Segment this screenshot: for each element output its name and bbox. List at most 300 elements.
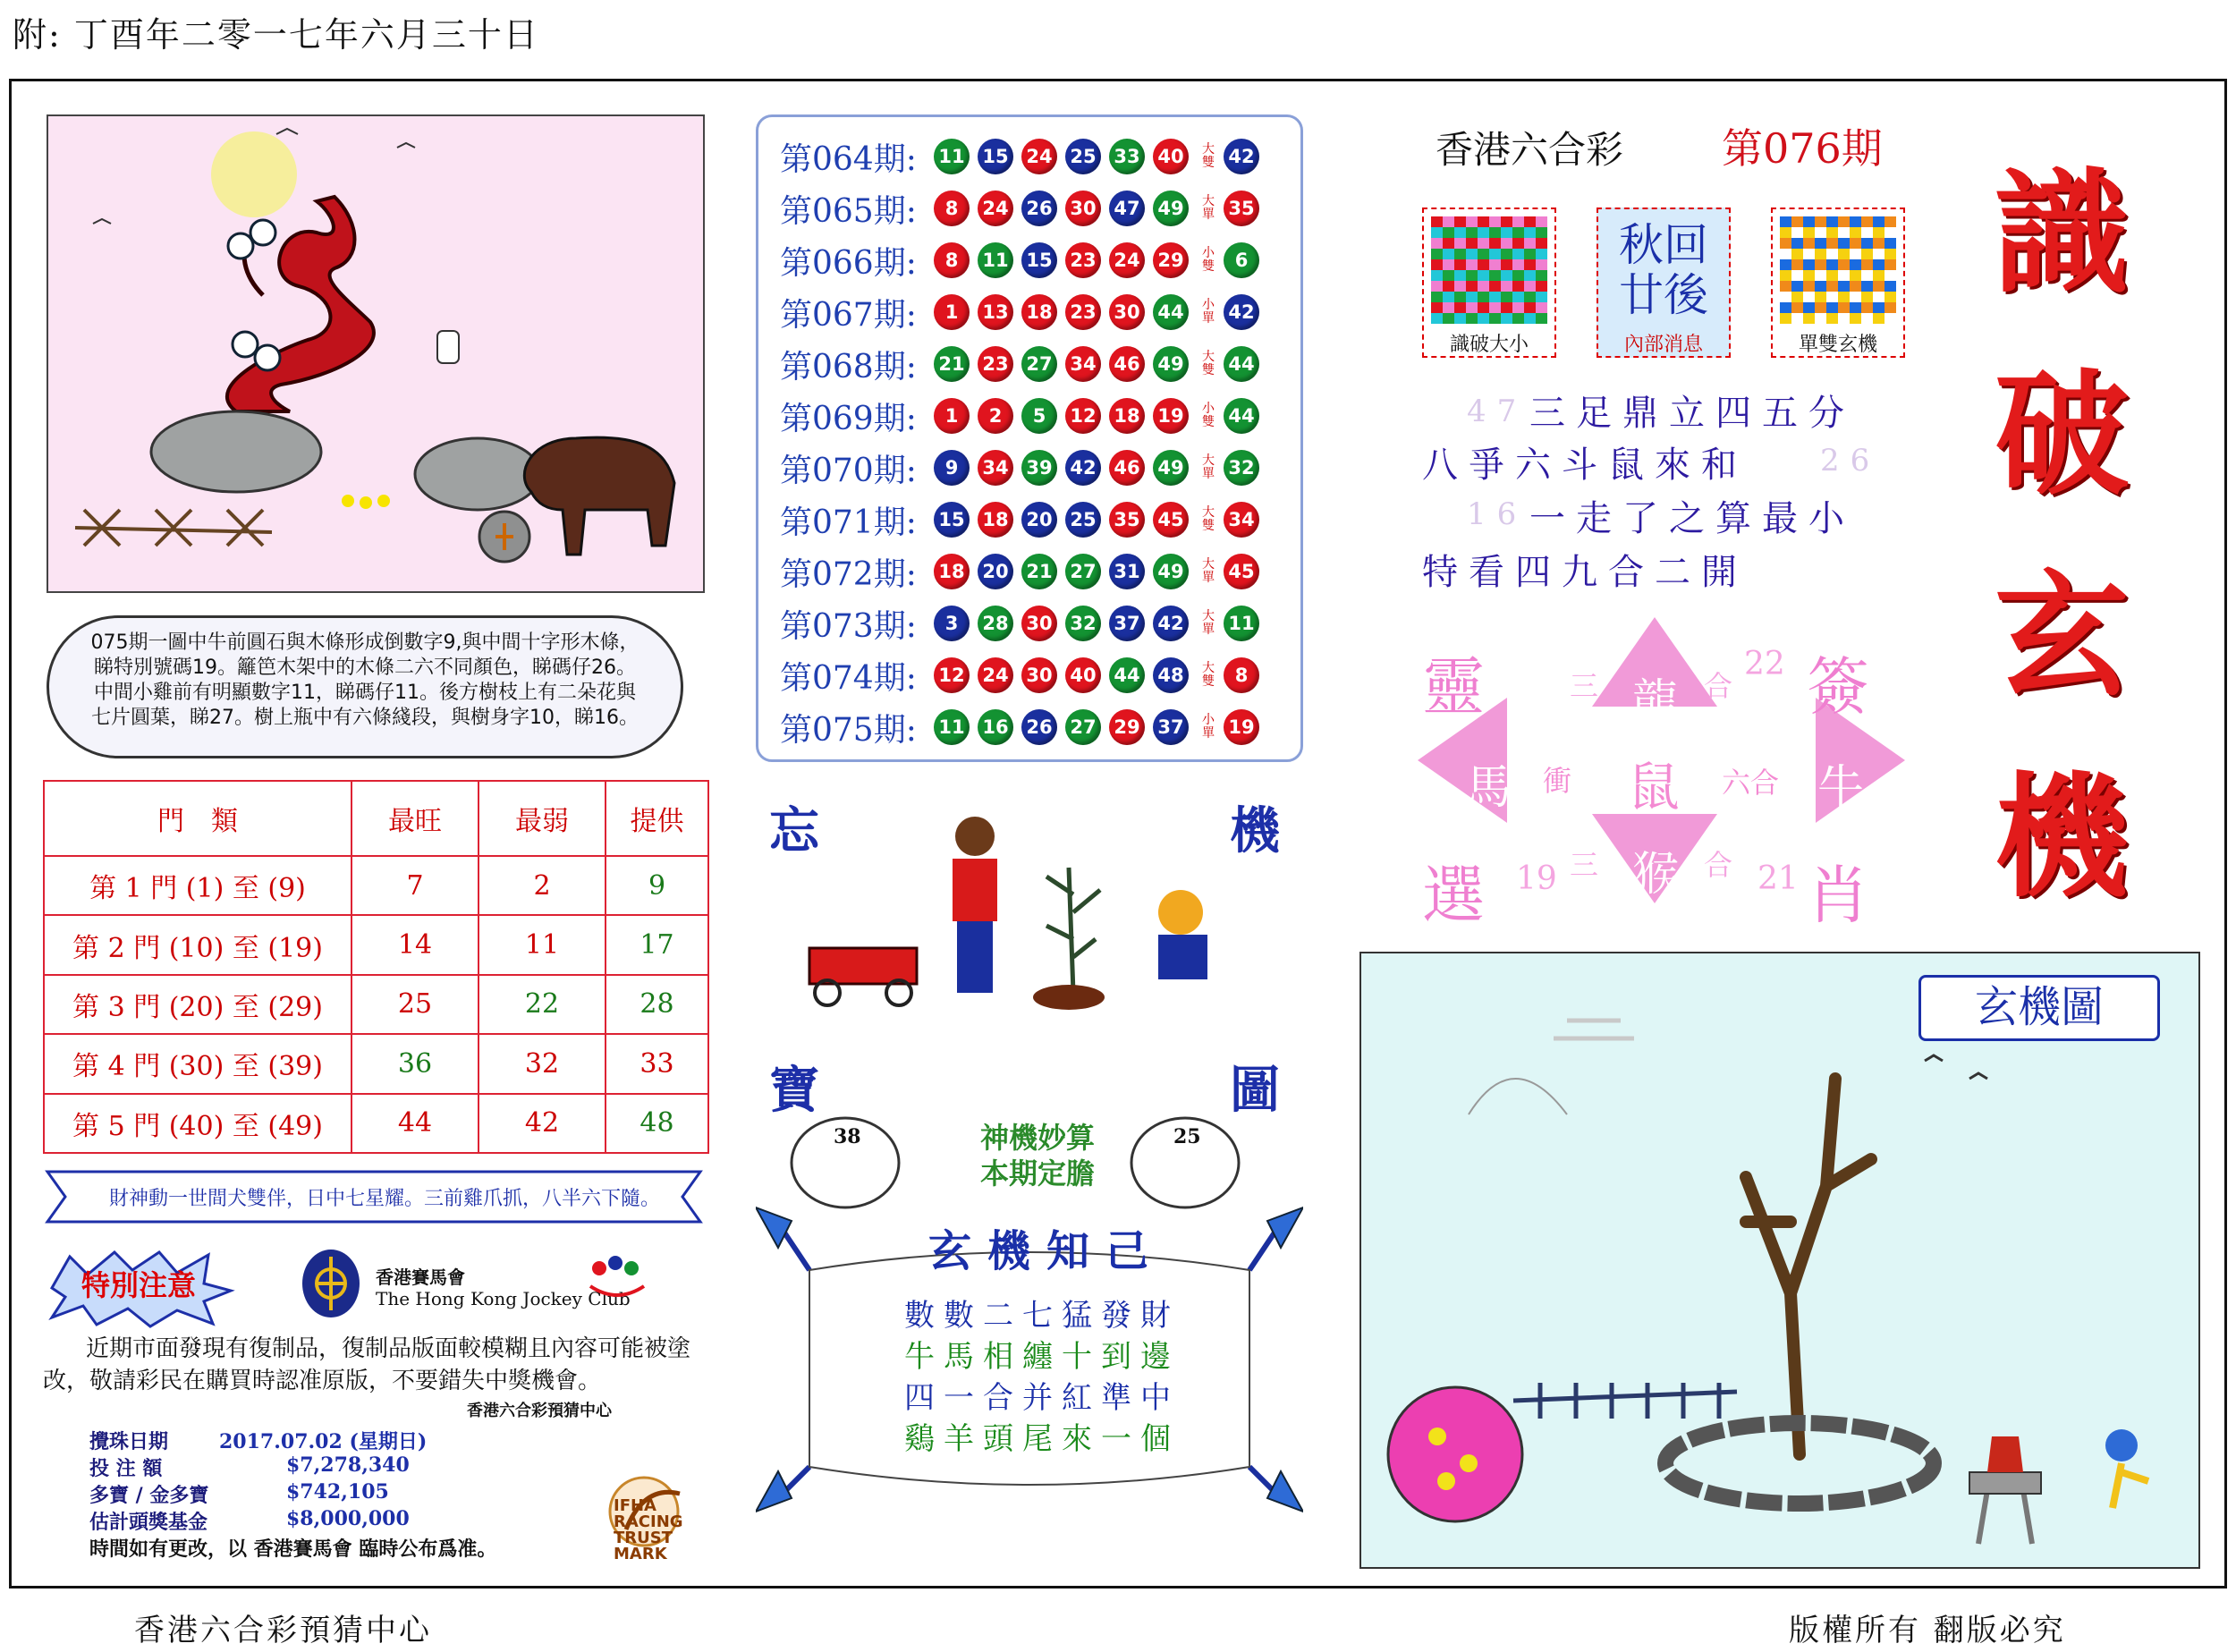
number-ball: 33 [1109,139,1145,174]
number-ball: 18 [934,554,970,589]
number-ball: 2 [978,398,1013,434]
mosaic-cell [1478,259,1489,270]
mosaic-cell [1838,281,1850,292]
mosaic-cell [1826,292,1838,302]
number-ball: 20 [978,554,1013,589]
mosaic-cell [1466,227,1478,238]
door-name: 第 2 門 (10) 至 (19) [44,915,351,974]
mosaic-cell [1791,302,1803,313]
number-ball: 9 [934,450,970,486]
mosaic-cell [1536,270,1547,281]
door-table [43,780,709,1154]
mosaic-cell [1501,238,1512,249]
mosaic-cell [1861,292,1873,302]
mosaic-cell [1803,302,1815,313]
mosaic-cell [1536,302,1547,313]
kid-icon [2105,1429,2138,1461]
mosaic-cell [1838,302,1850,313]
draw-label: 第067期: [780,296,917,334]
number-ball: 11 [934,709,970,745]
mosaic-cell [1501,281,1512,292]
number-ball: 5 [1021,398,1057,434]
mosaic-cell [1861,281,1873,292]
poem-title: 玄機知己 [927,1226,1165,1276]
number-ball: 44 [1109,657,1145,693]
mosaic-cell [1885,227,1896,238]
door-give: 28 [606,975,708,1034]
mosaic-cell [1791,227,1803,238]
size-parity-label: 大單 [1202,453,1215,481]
special-ball: 35 [1224,191,1259,226]
scene-label: 玄機圖 [1918,975,2160,1041]
mosaic-cell [1489,249,1501,259]
mosaic-cell [1850,216,1861,227]
door-give: 48 [606,1094,708,1153]
mosaic-cell [1501,216,1512,227]
tree-pig-illustration [1361,953,2200,1569]
jackpot-label: 多寶 / 金多寶 [89,1485,209,1507]
mosaic-cell [1780,270,1791,281]
number-ball: 13 [978,294,1013,330]
draw-label: 第075期: [780,711,917,749]
number-ball: 39 [1021,450,1057,486]
number-ball: 25 [1065,139,1101,174]
door-name: 第 4 門 (30) 至 (39) [44,1034,351,1093]
number-ball: 24 [1021,139,1057,174]
mosaic-cell [1466,216,1478,227]
mosaic-cell [1815,281,1826,292]
draw-label: 第074期: [780,659,917,697]
mosaic-cell [1466,259,1478,270]
mosaic-label-1: 識破大小 [1449,334,1529,356]
mosaic-cell [1780,216,1791,227]
mosaic-cell [1443,313,1454,324]
poem-line-2: 牛馬相纏十到邊 [904,1339,1180,1375]
number-ball: 31 [1109,554,1145,589]
mosaic-cell [1826,281,1838,292]
mountain-outline [1469,1079,1567,1114]
number-ball: 12 [934,657,970,693]
number-ball: 18 [1109,398,1145,434]
mosaic-cell [1885,302,1896,313]
notice-source: 香港六合彩預猜中心 [467,1402,612,1420]
mosaic-cell [1454,216,1466,227]
big-title [1995,134,2173,939]
mosaic-cell [1850,238,1861,249]
mosaic-cell [1489,238,1501,249]
bull-icon [524,437,674,555]
mosaic-cell [1536,292,1547,302]
mosaic-cell [1501,249,1512,259]
number-ball: 48 [1153,657,1189,693]
number-ball: 49 [1153,346,1189,382]
mosaic-cell [1838,227,1850,238]
mosaic-cell [1885,281,1896,292]
mosaic-box-3 [1771,208,1905,358]
mosaic-cell [1489,259,1501,270]
mosaic-cell [1536,216,1547,227]
mosaic-cell [1443,270,1454,281]
compute-line-1: 神機妙算 [979,1121,1095,1155]
mosaic-cell [1850,259,1861,270]
table-row [44,975,708,1034]
mosaic-cell [1815,249,1826,259]
mosaic-cell [1861,216,1873,227]
mosaic-cell [1431,292,1443,302]
special-ball: 42 [1224,294,1259,330]
mosaic-cell [1873,302,1885,313]
draw-row [780,650,1267,700]
rock-right [415,438,540,510]
special-ball: 44 [1224,398,1259,434]
mosaic-cell [1873,249,1885,259]
size-parity-label: 小雙 [1202,402,1215,429]
special-ball: 11 [1224,606,1259,641]
mosaic-cell [1780,302,1791,313]
number-ball: 8 [934,191,970,226]
mosaic-cell [1454,238,1466,249]
header-date: 附: 丁酉年二零一七年六月三十日 [13,15,539,55]
mosaic-cell [1443,249,1454,259]
mosaic-cell [1885,216,1896,227]
compass-up: 龍 [1632,675,1680,729]
number-ball: 18 [1021,294,1057,330]
incense-burner-icon [1987,1436,2023,1472]
corner-char-4: 圖 [1230,1062,1280,1120]
size-parity-label: 小雙 [1202,246,1215,274]
mosaic-cell [1838,292,1850,302]
bottle-icon [437,331,459,363]
mosaic-cell [1512,270,1524,281]
mosaic-cell [1861,259,1873,270]
mosaic-cell [1815,270,1826,281]
mosaic-cell [1815,313,1826,324]
number-ball: 46 [1109,450,1145,486]
number-ball: 30 [1021,657,1057,693]
draw-label: 第073期: [780,607,917,645]
mosaic-cell [1466,292,1478,302]
clue-text-box: 075期一圖中牛前圓石與木條形成倒數字9,與中間十字形木條，睇特別號碼19。籬笆木架中的木條二六不同顏色，睇碼仔26。中間小雞前有明顯數字11，睇碼仔11。後方樹枝上有二朵花與七片圓葉，睇27。樹上瓶中有六條綫段，與樹身字10，睇16。 [47,615,683,758]
number-ball: 30 [1109,294,1145,330]
poem-line-4: 鷄羊頭尾來一個 [904,1421,1180,1457]
mosaic-cell [1443,302,1454,313]
mosaic-cell [1512,238,1524,249]
big-title-char-1: 識 [1995,157,2130,312]
mosaic-cell [1443,227,1454,238]
prize-fund-label: 估計頭獎基金 [89,1512,208,1534]
mosaic-cell [1780,292,1791,302]
size-parity-label: 大雙 [1202,661,1215,689]
mosaic-cell [1454,302,1466,313]
mosaic-cell [1501,259,1512,270]
mosaic-cell [1803,270,1815,281]
mosaic-cell [1536,249,1547,259]
egg-left-number: 38 [834,1125,861,1148]
mosaic-cell [1826,259,1838,270]
compass-corner-1: 靈 [1422,650,1485,724]
compass-num-1: 22 [1744,646,1785,682]
draw-row [780,546,1267,597]
mosaic-cell [1524,216,1536,227]
boy-icon [955,817,995,856]
number-ball: 24 [978,657,1013,693]
compass-small-1: 三 [1570,669,1599,703]
mosaic-cell [1803,292,1815,302]
number-ball: 37 [1153,709,1189,745]
hint-faint-3: 16 [1467,496,1528,532]
number-ball: 23 [978,346,1013,382]
door-name: 第 1 門 (1) 至 (9) [44,856,351,915]
number-ball: 16 [978,709,1013,745]
mosaic-cell [1850,227,1861,238]
hkjc-name-cn: 香港賽馬會 [376,1267,465,1288]
mosaic-cell [1524,302,1536,313]
fence [75,510,272,546]
draw-label: 第072期: [780,555,917,593]
table-row [44,1094,708,1153]
mosaic-cell [1478,302,1489,313]
mosaic-cell [1873,313,1885,324]
mosaic-cell [1826,302,1838,313]
draw-row [780,702,1267,752]
special-notice-text: 特別注意 [80,1268,196,1302]
mosaic-cell [1780,249,1791,259]
mosaic-cell [1838,270,1850,281]
mosaic-cell [1443,216,1454,227]
compass-small-2: 合 [1704,669,1733,703]
number-ball: 21 [1021,554,1057,589]
mosaic-cell [1501,270,1512,281]
number-ball: 25 [1065,502,1101,538]
number-ball: 45 [1153,502,1189,538]
number-ball: 27 [1065,554,1101,589]
table-row [44,915,708,974]
draw-label: 第064期: [780,140,917,178]
draw-row [780,495,1267,545]
mosaic-cell [1826,238,1838,249]
door-min: 32 [479,1034,606,1093]
mosaic-cell [1791,238,1803,249]
mosaic-cell [1501,227,1512,238]
draw-label: 第071期: [780,504,917,541]
mosaic-cell [1838,238,1850,249]
poem-line-3: 四一合并紅準中 [904,1380,1180,1416]
rock-left [151,411,321,492]
number-ball: 37 [1109,606,1145,641]
mosaic-cell [1815,292,1826,302]
number-ball: 19 [1153,398,1189,434]
mosaic-cell [1826,227,1838,238]
compass-small-3: 三 [1570,848,1599,882]
mosaic-cell [1536,227,1547,238]
mosaic-cell [1478,238,1489,249]
mosaic-cell [1466,270,1478,281]
draw-row [780,131,1267,182]
compass-small-4: 合 [1704,848,1733,882]
special-ball: 34 [1224,502,1259,538]
mosaic-cell [1501,302,1512,313]
mosaic-cell [1815,259,1826,270]
number-ball: 29 [1109,709,1145,745]
mosaic-cell [1454,270,1466,281]
mosaic-cell [1873,227,1885,238]
mosaic-cell [1489,270,1501,281]
mosaic-cell [1850,313,1861,324]
mosaic-cell [1466,302,1478,313]
mosaic-cell [1791,216,1803,227]
stool-icon [1969,1472,2041,1494]
inside-news-line-2: 廿後 [1619,269,1708,321]
mosaic-cell [1512,313,1524,324]
mosaic-cell [1826,313,1838,324]
mosaic-cell [1861,313,1873,324]
mosaic-cell [1873,238,1885,249]
red-tree-trunk [227,197,374,411]
number-ball: 11 [978,242,1013,278]
number-ball: 1 [934,294,970,330]
door-min: 42 [479,1094,606,1153]
number-ball: 42 [1065,450,1101,486]
puzzle-image-075 [47,114,705,593]
number-ball: 35 [1109,502,1145,538]
mosaic-cell [1791,292,1803,302]
number-ball: 40 [1153,139,1189,174]
moon-icon [211,131,297,217]
number-ball: 18 [978,502,1013,538]
hkjc-name-en: The Hong Kong Jockey Club [376,1288,631,1309]
draw-row [780,598,1267,648]
mosaic-cell [1489,216,1501,227]
big-title-char-3: 玄 [1995,559,2130,715]
mosaic-cell [1454,227,1466,238]
size-parity-label: 大單 [1202,557,1215,585]
number-ball: 49 [1153,554,1189,589]
compute-label [948,1120,1127,1191]
col-header-min: 最弱 [479,781,606,856]
mosaic-cell [1478,292,1489,302]
mosaic-cell [1443,292,1454,302]
mosaic-cell [1885,238,1896,249]
mosaic-cell [1780,281,1791,292]
size-parity-label: 大雙 [1202,350,1215,377]
number-ball: 8 [934,242,970,278]
size-parity-label: 大單 [1202,194,1215,222]
mosaic-cell [1815,227,1826,238]
number-ball: 23 [1065,294,1101,330]
compass-left: 馬 [1465,761,1512,815]
door-max: 36 [351,1034,479,1093]
mosaic-cell [1454,249,1466,259]
mosaic-cell [1826,249,1838,259]
draw-label: 第070期: [780,452,917,489]
jackpot-value: $742,105 [286,1480,389,1504]
mosaic-cell [1826,216,1838,227]
mosaic-cell [1501,292,1512,302]
number-ball: 40 [1065,657,1101,693]
door-min: 22 [479,975,606,1034]
compass-right: 牛 [1817,761,1865,815]
col-header-give: 提供 [606,781,708,856]
mosaic-cell [1850,281,1861,292]
mosaic-cell [1850,292,1861,302]
mosaic-cell [1861,227,1873,238]
mosaic-cell [1466,281,1478,292]
mosaic-cell [1826,270,1838,281]
mosaic-cell [1873,259,1885,270]
footer-left: 香港六合彩預猜中心 [134,1613,432,1648]
number-ball: 27 [1065,709,1101,745]
door-give: 9 [606,856,708,915]
wagon-icon [809,948,917,984]
special-ball: 8 [1224,657,1259,693]
tree-bull-illustration [48,116,705,593]
door-name: 第 5 門 (40) 至 (49) [44,1094,351,1153]
door-max: 14 [351,915,479,974]
mosaic-cell [1803,313,1815,324]
mosaic-cell [1803,238,1815,249]
mosaic-cell [1431,227,1443,238]
number-ball: 15 [978,139,1013,174]
mosaic-cell [1489,313,1501,324]
mosaic-cell [1536,259,1547,270]
mosaic-cell [1431,238,1443,249]
mosaic-cell [1524,249,1536,259]
mosaic-cell [1512,259,1524,270]
mosaic-cell [1512,281,1524,292]
draw-date-label: 攪珠日期 [89,1431,169,1453]
hint-line-4: 特看四九合二開 [1422,552,1748,593]
mosaic-cell [1791,270,1803,281]
special-ball: 32 [1224,450,1259,486]
number-ball: 49 [1153,450,1189,486]
turnover-value: $7,278,340 [286,1453,410,1477]
mosaic-cell [1431,270,1443,281]
number-ball: 24 [978,191,1013,226]
mosaic-cell [1489,302,1501,313]
draw-date-value: 2017.07.02 (星期日) [219,1430,428,1453]
number-ball: 34 [1065,346,1101,382]
table-row [44,856,708,915]
mosaic-cell [1861,238,1873,249]
mosaic-cell [1454,292,1466,302]
mosaic-cell [1838,216,1850,227]
draw-label: 第068期: [780,348,917,385]
mosaic-cell [1501,313,1512,324]
hint-line-1: 三足鼎立四五分 [1529,393,1855,434]
mosaic-cell [1780,238,1791,249]
mosaic-cell [1803,249,1815,259]
mosaic-cell [1780,259,1791,270]
mosaic-cell [1466,249,1478,259]
mosaic-cell [1489,292,1501,302]
mosaic-cell [1885,259,1896,270]
mosaic-cell [1524,238,1536,249]
mosaic-cell [1524,292,1536,302]
mosaic-cell [1885,270,1896,281]
hint-line-3: 一走了之算最小 [1529,498,1855,539]
mosaic-cell [1431,259,1443,270]
number-ball: 24 [1109,242,1145,278]
mosaic-cell [1838,259,1850,270]
size-parity-label: 大單 [1202,609,1215,637]
counterfeit-notice: 近期市面發現有復制品，復制品版面較模糊且內容可能被塗改，敬請彩民在購買時認准原版，不要錯失中獎機會。 [43,1335,691,1394]
number-ball: 42 [1153,606,1189,641]
number-ball: 1 [934,398,970,434]
mosaic-cell [1850,270,1861,281]
mosaic-cell [1512,302,1524,313]
mosaic-cell [1803,281,1815,292]
mosaic-cell [1850,249,1861,259]
